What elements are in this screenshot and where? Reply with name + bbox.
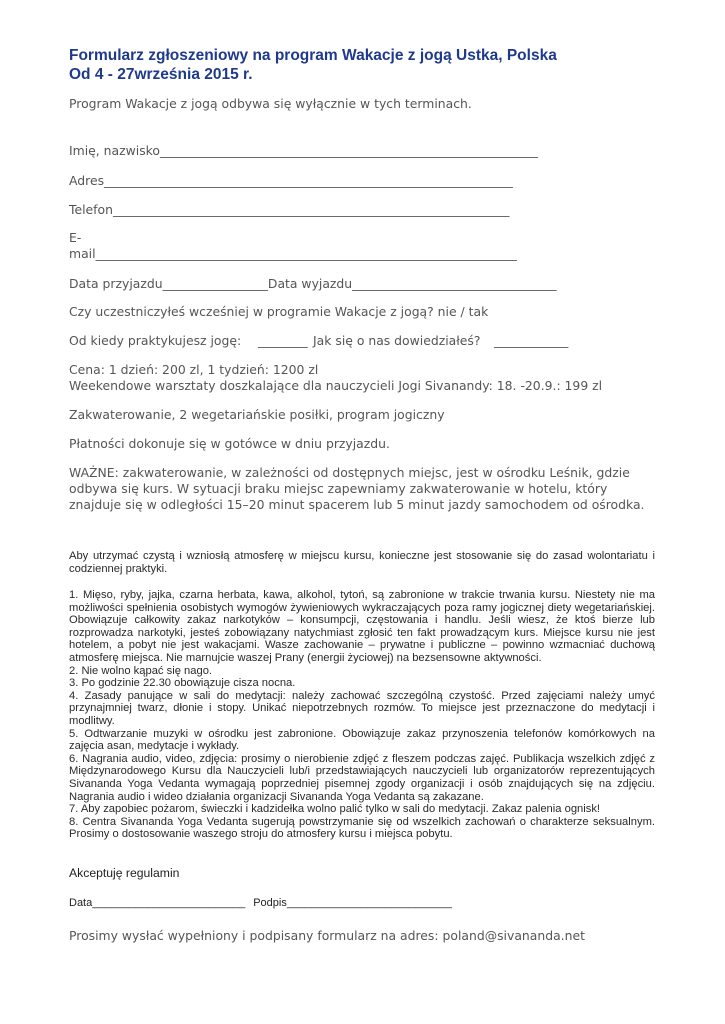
rules-list — [69, 589, 655, 841]
source-blank[interactable]: ____________ — [494, 333, 569, 348]
intro-text: Program Wakacje z jogą odbywa się wyłącznie w tych terminach. — [69, 96, 472, 111]
important-line-1: WAŻNE: zakwaterowanie, w zależności od dostępnych miejsc, jest w ośrodku Leśnik, gdzie — [69, 465, 630, 480]
previous-participation-question[interactable]: Czy uczestniczyłeś wcześniej w programie Wakacje z jogą? nie / tak — [69, 304, 489, 319]
footer-instruction: Prosimy wysłać wypełniony i podpisany formularz na adres: poland@sivananda.net — [69, 928, 585, 943]
phone-field[interactable] — [69, 202, 509, 217]
arrival-blank[interactable]: _________________ — [162, 276, 268, 291]
rule-item: 3. Po godzinie 22.30 obowiązuje cisza nocna. — [69, 677, 296, 690]
rule-item: 8. Centra Sivananda Yoga Vedanta sugerują powstrzymanie się od wszelkich zachowań o charakterze seksualnym. Prosimy o dostosowanie waszego stroju do atmosfery kursu i miejsca pobytu. — [69, 815, 655, 841]
rule-item: 1. Mięso, ryby, jajka, czarna herbata, kawa, alkohol, tytoń, są zabronione w trakcie trwania kursu. Niestety nie ma możliwości spełnienia osobistych wymogów żywieniowych wykraczających poza ramy jogicznej diety wegetariańskiej. Obowiązuje całkowity zakaz narkotyków – konsumpcji, częstowania i handlu. Jeśli wiesz, że ktoś bierze lub rozprowadza narkotyki, jesteś zobowiązany natychmiast zgłosić ten fakt prowadzącym kurs. Miejsce kursu nie jest hotelem, a pobyt nie jest wakacjami. Wasze zachowanie – prywatne i publiczne – powinno wzmacniać duchową atmosferę miejsca. Nie marnujcie waszej Prany (energii życiowej) na bezsensowne aktywności. — [69, 589, 655, 664]
address-label: Adres — [69, 173, 105, 188]
signature-blank[interactable]: ___________________________ — [286, 897, 453, 909]
arrival-label: Data przyjazdu — [69, 276, 163, 291]
name-field[interactable] — [69, 143, 538, 158]
departure-label: Data wyjazdu — [267, 276, 353, 291]
source-label: Jak się o nas dowiedziałeś? — [313, 333, 481, 348]
rules-intro: Aby utrzymać czystą i wzniosłą atmosferę w miejscu kursu, konieczne jest stosowanie się do zasad wolontariatu i codziennej praktyki. — [69, 550, 655, 575]
important-line-2: odbywa się kurs. W sytuacji braku miejsc zapewniamy zakwaterowanie w hotelu, który — [69, 481, 608, 496]
address-blank[interactable]: __________________________________________________________________ — [104, 173, 513, 188]
dates-row — [69, 276, 557, 291]
payment-text: Płatności dokonuje się w gotówce w dniu przyjazdu. — [69, 436, 390, 451]
name-blank[interactable]: _____________________________________________________________ — [159, 143, 538, 158]
phone-label: Telefon — [69, 202, 113, 217]
rule-item: 5. Odtwarzanie muzyki w ośrodku jest zabronione. Obowiązuje zakaz przynoszenia telefonów komórkowych na zajęcia asan, medytacje i wykłady. — [69, 727, 655, 753]
departure-blank[interactable]: _________________________________ — [352, 276, 557, 291]
pricing-line-1: Cena: 1 dzień: 200 zl, 1 tydzień: 1200 zl — [69, 362, 319, 377]
rule-item: 7. Aby zapobiec pożarom, świeczki i kadzidełka wolno palić tylko w sali do medytacji. Zakaz palenia ognisk! — [69, 803, 601, 816]
signature-label: Podpis — [253, 897, 287, 909]
accommodation-text: Zakwaterowanie, 2 wegetariańskie posiłki, program jogiczny — [69, 407, 445, 422]
email-field[interactable] — [69, 246, 517, 261]
phone-blank[interactable]: ________________________________________________________________ — [112, 202, 510, 217]
address-field[interactable] — [69, 173, 513, 188]
rule-item: 6. Nagrania audio, video, zdjęcia: prosimy o nierobienie zdjęć z fleszem podczas zajęć. Publikacja wszelkich zdjęć z Międzynarodowego Kursu dla Nauczycieli lub/i przedstawiających nauczycieli lub organizatorów reprezentujących Sivananda Yoga Vedanta wymagają poprzedniej pisemnej zgody organizacji i osób znajdujących się na zdjęciu. Nagrania audio i wideo działania organizacji Sivananda Yoga Vedanta są zakazane. — [69, 752, 655, 803]
accept-regulations[interactable]: Akceptuję regulamin — [69, 866, 180, 880]
important-line-3: znajduje się w odległości 15–20 minut spacerem lub 5 minut jazdy samochodem od ośrodka. — [69, 497, 645, 512]
email-label-part-2: mail — [69, 246, 96, 261]
form-title-line-1: Formularz zgłoszeniowy na program Wakacje z jogą Ustka, Polska — [69, 47, 557, 64]
email-blank[interactable]: ____________________________________________________________________ — [95, 246, 517, 261]
name-label: Imię, nazwisko — [69, 143, 160, 158]
pricing-line-2: Weekendowe warsztaty doszkalające dla nauczycieli Jogi Sivanandy: 18. -20.9.: 199 zl — [69, 378, 603, 393]
form-title-line-2: Od 4 - 27września 2015 r. — [69, 66, 253, 83]
signature-date-blank[interactable]: _________________________ — [92, 897, 246, 909]
signature-row — [69, 897, 452, 909]
practice-blank[interactable]: ________ — [258, 333, 308, 348]
rule-item: 2. Nie wolno kąpać się nago. — [69, 664, 213, 677]
email-label-part-1: E- — [69, 230, 82, 245]
practice-label: Od kiedy praktykujesz jogę: — [69, 333, 242, 348]
rule-item: 4. Zasady panujące w sali do medytacji: należy zachować szczególną czystość. Przed zajęciami należy umyć przynajmniej twarz, dłonie i stopy. Unikać niepotrzebnych rozmów. To miejsce jest przeznaczone do medytacji i modlitwy. — [69, 689, 655, 727]
signature-date-label: Data — [69, 897, 93, 909]
